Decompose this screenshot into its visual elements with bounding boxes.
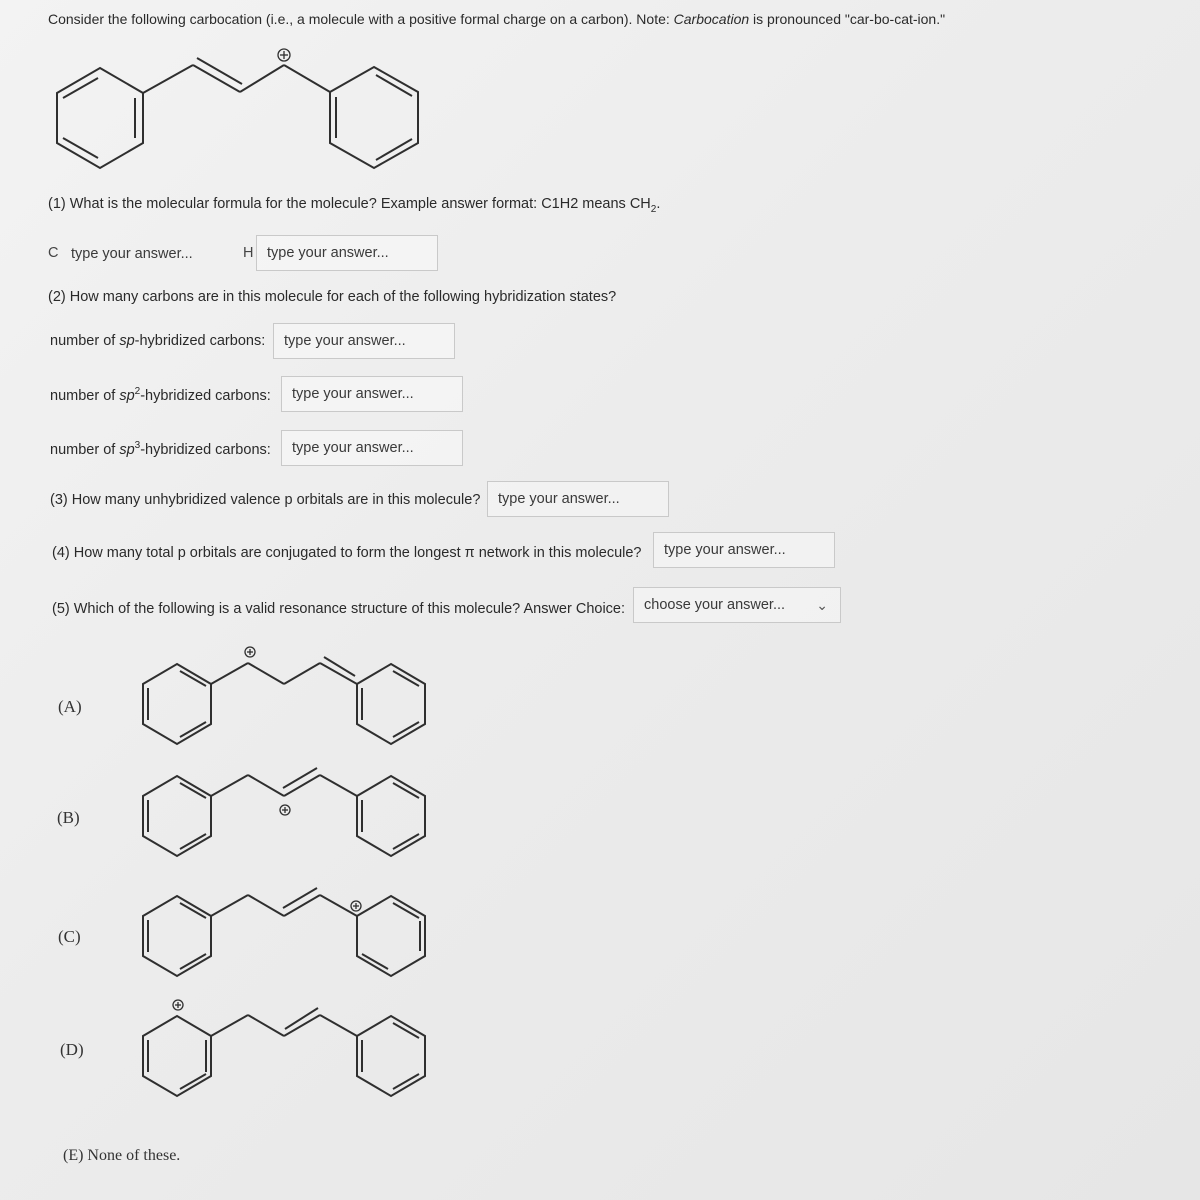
question-4-text: (4) How many total p orbitals are conjugated to form the longest π network in this molecule? bbox=[52, 545, 642, 561]
choice-e-label: (E) None of these. bbox=[63, 1147, 181, 1164]
carbon-count-input[interactable]: type your answer... bbox=[71, 246, 193, 262]
answer-choice-value: choose your answer... bbox=[644, 597, 786, 613]
hydrogen-count-input[interactable]: type your answer... bbox=[256, 235, 438, 271]
intro-text: Consider the following carbocation (i.e., a molecule with a positive formal charge on a carbon). Note: Carbocation is pronounced "car-bo-cat-ion." bbox=[48, 11, 946, 27]
chevron-down-icon: ⌄ bbox=[816, 597, 828, 613]
sp2-hybridized-input[interactable]: type your answer... bbox=[281, 376, 463, 412]
conjugated-p-orbitals-input[interactable]: type your answer... bbox=[653, 532, 835, 568]
question-2-text: (2) How many carbons are in this molecule for each of the following hybridization states? bbox=[48, 289, 617, 305]
sp-hybridized-label: number of sp-hybridized carbons: bbox=[50, 333, 266, 349]
sp2-hybridized-label: number of $sp^2$-hybridized carbons: bbox=[50, 386, 271, 404]
p-orbitals-input[interactable]: type your answer... bbox=[487, 481, 669, 517]
sp3-hybridized-label: number of $sp^3$-hybridized carbons: bbox=[50, 440, 271, 458]
hydrogen-count-label: H bbox=[243, 245, 254, 261]
carbon-count-label: C bbox=[48, 245, 59, 261]
sp3-hybridized-input[interactable]: type your answer... bbox=[281, 430, 463, 466]
choice-b-label: (B) bbox=[57, 808, 80, 827]
choice-d-label: (D) bbox=[60, 1040, 84, 1059]
choice-c-label: (C) bbox=[58, 927, 81, 946]
question-1-text: (1) What is the molecular formula for the molecule? Example answer format: C1H2 means $CH_2$. bbox=[48, 196, 661, 215]
question-5-text: (5) Which of the following is a valid resonance structure of this molecule? Answer Choice: bbox=[52, 601, 626, 617]
question-3-text: (3) How many unhybridized valence p orbitals are in this molecule? bbox=[50, 492, 481, 508]
sp-hybridized-input[interactable]: type your answer... bbox=[273, 323, 455, 359]
choice-a-label: (A) bbox=[58, 697, 82, 716]
